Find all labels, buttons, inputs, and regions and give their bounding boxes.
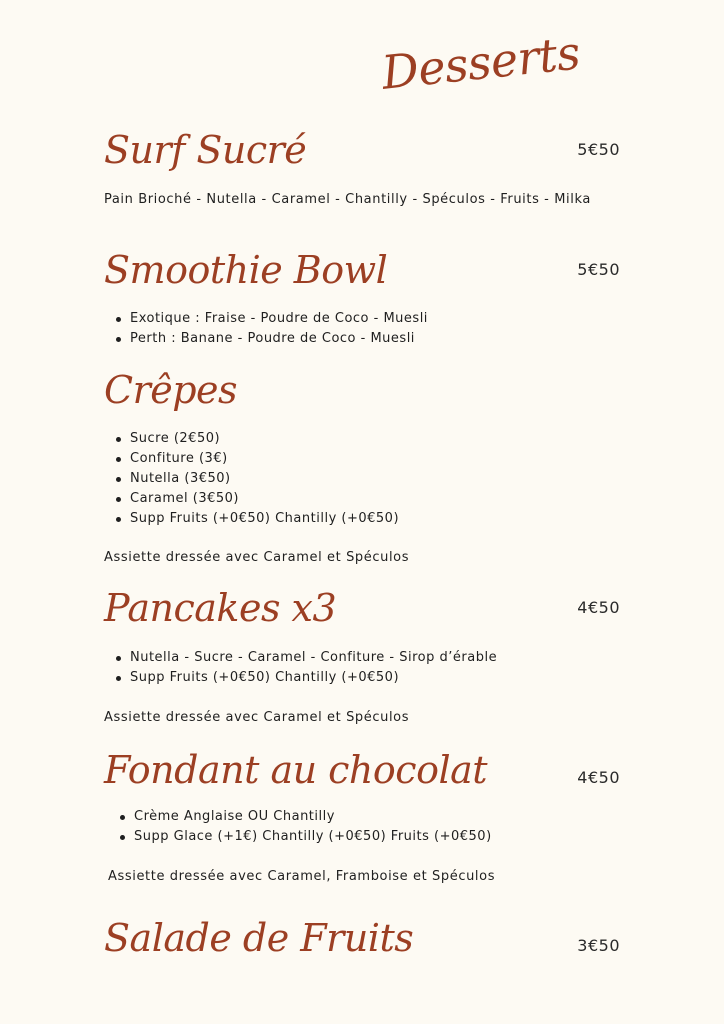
item-price-salade-de-fruits: 3€50	[577, 936, 620, 955]
list-item: Exotique : Fraise - Poudre de Coco - Muesli	[116, 309, 428, 329]
item-name-fondant: Fondant au chocolat	[104, 748, 488, 792]
list-item: Caramel (3€50)	[116, 489, 399, 509]
list-item: Supp Fruits (+0€50) Chantilly (+0€50)	[116, 509, 399, 529]
item-name-salade-de-fruits: Salade de Fruits	[104, 916, 414, 960]
list-item: Supp Fruits (+0€50) Chantilly (+0€50)	[116, 668, 497, 688]
item-note-crepes: Assiette dressée avec Caramel et Spéculos	[104, 550, 410, 565]
options-list-smoothie-bowl	[116, 309, 428, 349]
item-price-pancakes: 4€50	[577, 598, 620, 617]
list-item: Crème Anglaise OU Chantilly	[120, 807, 492, 827]
item-name-smoothie-bowl: Smoothie Bowl	[104, 248, 388, 292]
options-list-fondant	[120, 807, 492, 847]
item-description-surf-sucre: Pain Brioché - Nutella - Caramel - Chantilly - Spéculos - Fruits - Milka	[104, 192, 591, 207]
item-price-smoothie-bowl: 5€50	[577, 260, 620, 279]
item-price-surf-sucre: 5€50	[577, 140, 620, 159]
item-name-pancakes: Pancakes x3	[104, 586, 337, 630]
list-item: Supp Glace (+1€) Chantilly (+0€50) Fruits (+0€50)	[120, 827, 492, 847]
item-price-fondant: 4€50	[577, 768, 620, 787]
item-name-surf-sucre: Surf Sucré	[104, 128, 307, 172]
item-note-pancakes: Assiette dressée avec Caramel et Spéculos	[104, 710, 410, 725]
list-item: Perth : Banane - Poudre de Coco - Muesli	[116, 329, 428, 349]
list-item: Confiture (3€)	[116, 449, 399, 469]
list-item: Sucre (2€50)	[116, 429, 399, 449]
item-name-crepes: Crêpes	[104, 368, 238, 412]
list-item: Nutella - Sucre - Caramel - Confiture - Sirop d’érable	[116, 648, 497, 668]
item-note-fondant: Assiette dressée avec Caramel, Framboise et Spéculos	[108, 869, 496, 884]
options-list-crepes	[116, 429, 399, 529]
list-item: Nutella (3€50)	[116, 469, 399, 489]
menu-title: Desserts	[379, 25, 583, 100]
options-list-pancakes	[116, 648, 497, 688]
